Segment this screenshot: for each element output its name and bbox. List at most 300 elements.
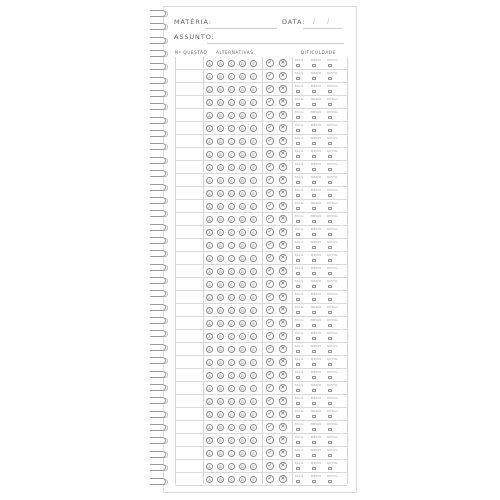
option-d-bubble[interactable]: D bbox=[239, 60, 246, 67]
correct-check-icon[interactable]: ✓ bbox=[267, 125, 273, 132]
option-c-bubble[interactable]: C bbox=[228, 320, 235, 327]
option-a-bubble[interactable]: A bbox=[206, 73, 213, 80]
difficulty-checkbox[interactable] bbox=[296, 246, 300, 250]
option-b-bubble[interactable]: B bbox=[217, 138, 224, 145]
option-a-bubble[interactable]: A bbox=[206, 177, 213, 184]
option-e-bubble[interactable]: E bbox=[250, 307, 257, 314]
wrong-x-icon[interactable]: ✕ bbox=[280, 164, 286, 171]
difficulty-checkbox[interactable] bbox=[328, 259, 332, 263]
difficulty-checkbox[interactable] bbox=[296, 220, 300, 224]
option-d-bubble[interactable]: D bbox=[239, 229, 246, 236]
option-c-bubble[interactable]: C bbox=[228, 424, 235, 431]
difficulty-checkbox[interactable] bbox=[328, 220, 332, 224]
option-a-bubble[interactable]: A bbox=[206, 86, 213, 93]
option-b-bubble[interactable]: B bbox=[217, 151, 224, 158]
option-d-bubble[interactable]: D bbox=[239, 385, 246, 392]
topic-field[interactable] bbox=[207, 43, 344, 44]
option-b-bubble[interactable]: B bbox=[217, 307, 224, 314]
option-b-bubble[interactable]: B bbox=[217, 333, 224, 340]
option-a-bubble[interactable]: A bbox=[206, 437, 213, 444]
option-a-bubble[interactable]: A bbox=[206, 411, 213, 418]
option-d-bubble[interactable]: D bbox=[239, 476, 246, 483]
option-d-bubble[interactable]: D bbox=[239, 164, 246, 171]
option-d-bubble[interactable]: D bbox=[239, 450, 246, 457]
option-c-bubble[interactable]: C bbox=[228, 125, 235, 132]
option-a-bubble[interactable]: A bbox=[206, 60, 213, 67]
correct-check-icon[interactable]: ✓ bbox=[267, 476, 273, 483]
option-c-bubble[interactable]: C bbox=[228, 268, 235, 275]
option-b-bubble[interactable]: B bbox=[217, 164, 224, 171]
option-c-bubble[interactable]: C bbox=[228, 216, 235, 223]
correct-check-icon[interactable]: ✓ bbox=[267, 463, 273, 470]
option-a-bubble[interactable]: A bbox=[206, 112, 213, 119]
difficulty-checkbox[interactable] bbox=[328, 77, 332, 81]
wrong-x-icon[interactable]: ✕ bbox=[280, 398, 286, 405]
option-d-bubble[interactable]: D bbox=[239, 307, 246, 314]
correct-check-icon[interactable]: ✓ bbox=[267, 281, 273, 288]
difficulty-checkbox[interactable] bbox=[312, 298, 316, 302]
difficulty-checkbox[interactable] bbox=[328, 90, 332, 94]
difficulty-checkbox[interactable] bbox=[312, 259, 316, 263]
difficulty-checkbox[interactable] bbox=[296, 168, 300, 172]
difficulty-checkbox[interactable] bbox=[312, 233, 316, 237]
option-c-bubble[interactable]: C bbox=[228, 190, 235, 197]
option-a-bubble[interactable]: A bbox=[206, 268, 213, 275]
option-d-bubble[interactable]: D bbox=[239, 112, 246, 119]
wrong-x-icon[interactable]: ✕ bbox=[280, 476, 286, 483]
option-e-bubble[interactable]: E bbox=[250, 346, 257, 353]
option-a-bubble[interactable]: A bbox=[206, 164, 213, 171]
option-e-bubble[interactable]: E bbox=[250, 450, 257, 457]
option-e-bubble[interactable]: E bbox=[250, 203, 257, 210]
option-e-bubble[interactable]: E bbox=[250, 99, 257, 106]
difficulty-checkbox[interactable] bbox=[328, 324, 332, 328]
correct-check-icon[interactable]: ✓ bbox=[267, 346, 273, 353]
difficulty-checkbox[interactable] bbox=[312, 337, 316, 341]
option-a-bubble[interactable]: A bbox=[206, 372, 213, 379]
wrong-x-icon[interactable]: ✕ bbox=[280, 463, 286, 470]
wrong-x-icon[interactable]: ✕ bbox=[280, 229, 286, 236]
option-b-bubble[interactable]: B bbox=[217, 385, 224, 392]
option-b-bubble[interactable]: B bbox=[217, 112, 224, 119]
difficulty-checkbox[interactable] bbox=[296, 233, 300, 237]
wrong-x-icon[interactable]: ✕ bbox=[280, 86, 286, 93]
option-d-bubble[interactable]: D bbox=[239, 73, 246, 80]
option-b-bubble[interactable]: B bbox=[217, 190, 224, 197]
option-a-bubble[interactable]: A bbox=[206, 242, 213, 249]
correct-check-icon[interactable]: ✓ bbox=[267, 112, 273, 119]
option-b-bubble[interactable]: B bbox=[217, 216, 224, 223]
option-e-bubble[interactable]: E bbox=[250, 476, 257, 483]
difficulty-checkbox[interactable] bbox=[296, 467, 300, 471]
difficulty-checkbox[interactable] bbox=[312, 363, 316, 367]
option-e-bubble[interactable]: E bbox=[250, 398, 257, 405]
difficulty-checkbox[interactable] bbox=[312, 194, 316, 198]
difficulty-checkbox[interactable] bbox=[312, 64, 316, 68]
difficulty-checkbox[interactable] bbox=[296, 350, 300, 354]
difficulty-checkbox[interactable] bbox=[296, 363, 300, 367]
option-b-bubble[interactable]: B bbox=[217, 294, 224, 301]
option-d-bubble[interactable]: D bbox=[239, 333, 246, 340]
option-a-bubble[interactable]: A bbox=[206, 294, 213, 301]
option-a-bubble[interactable]: A bbox=[206, 385, 213, 392]
difficulty-checkbox[interactable] bbox=[296, 194, 300, 198]
difficulty-checkbox[interactable] bbox=[312, 428, 316, 432]
difficulty-checkbox[interactable] bbox=[312, 285, 316, 289]
difficulty-checkbox[interactable] bbox=[328, 272, 332, 276]
wrong-x-icon[interactable]: ✕ bbox=[280, 320, 286, 327]
difficulty-checkbox[interactable] bbox=[296, 285, 300, 289]
wrong-x-icon[interactable]: ✕ bbox=[280, 333, 286, 340]
difficulty-checkbox[interactable] bbox=[296, 415, 300, 419]
option-e-bubble[interactable]: E bbox=[250, 437, 257, 444]
option-d-bubble[interactable]: D bbox=[239, 86, 246, 93]
option-e-bubble[interactable]: E bbox=[250, 164, 257, 171]
option-e-bubble[interactable]: E bbox=[250, 86, 257, 93]
difficulty-checkbox[interactable] bbox=[312, 220, 316, 224]
correct-check-icon[interactable]: ✓ bbox=[267, 138, 273, 145]
option-d-bubble[interactable]: D bbox=[239, 411, 246, 418]
option-e-bubble[interactable]: E bbox=[250, 372, 257, 379]
wrong-x-icon[interactable]: ✕ bbox=[280, 125, 286, 132]
difficulty-checkbox[interactable] bbox=[328, 207, 332, 211]
difficulty-checkbox[interactable] bbox=[296, 454, 300, 458]
option-b-bubble[interactable]: B bbox=[217, 398, 224, 405]
wrong-x-icon[interactable]: ✕ bbox=[280, 73, 286, 80]
correct-check-icon[interactable]: ✓ bbox=[267, 190, 273, 197]
difficulty-checkbox[interactable] bbox=[296, 311, 300, 315]
correct-check-icon[interactable]: ✓ bbox=[267, 164, 273, 171]
difficulty-checkbox[interactable] bbox=[312, 311, 316, 315]
option-b-bubble[interactable]: B bbox=[217, 268, 224, 275]
correct-check-icon[interactable]: ✓ bbox=[267, 411, 273, 418]
option-d-bubble[interactable]: D bbox=[239, 372, 246, 379]
option-a-bubble[interactable]: A bbox=[206, 463, 213, 470]
option-e-bubble[interactable]: E bbox=[250, 112, 257, 119]
difficulty-checkbox[interactable] bbox=[312, 207, 316, 211]
option-a-bubble[interactable]: A bbox=[206, 346, 213, 353]
option-d-bubble[interactable]: D bbox=[239, 99, 246, 106]
difficulty-checkbox[interactable] bbox=[312, 142, 316, 146]
option-e-bubble[interactable]: E bbox=[250, 333, 257, 340]
difficulty-checkbox[interactable] bbox=[296, 259, 300, 263]
wrong-x-icon[interactable]: ✕ bbox=[280, 138, 286, 145]
option-e-bubble[interactable]: E bbox=[250, 411, 257, 418]
option-e-bubble[interactable]: E bbox=[250, 359, 257, 366]
option-b-bubble[interactable]: B bbox=[217, 177, 224, 184]
option-b-bubble[interactable]: B bbox=[217, 359, 224, 366]
wrong-x-icon[interactable]: ✕ bbox=[280, 177, 286, 184]
option-d-bubble[interactable]: D bbox=[239, 138, 246, 145]
difficulty-checkbox[interactable] bbox=[328, 428, 332, 432]
difficulty-checkbox[interactable] bbox=[328, 246, 332, 250]
option-d-bubble[interactable]: D bbox=[239, 398, 246, 405]
option-e-bubble[interactable]: E bbox=[250, 463, 257, 470]
correct-check-icon[interactable]: ✓ bbox=[267, 437, 273, 444]
correct-check-icon[interactable]: ✓ bbox=[267, 385, 273, 392]
difficulty-checkbox[interactable] bbox=[296, 129, 300, 133]
wrong-x-icon[interactable]: ✕ bbox=[280, 255, 286, 262]
option-e-bubble[interactable]: E bbox=[250, 73, 257, 80]
option-e-bubble[interactable]: E bbox=[250, 190, 257, 197]
correct-check-icon[interactable]: ✓ bbox=[267, 177, 273, 184]
option-c-bubble[interactable]: C bbox=[228, 333, 235, 340]
correct-check-icon[interactable]: ✓ bbox=[267, 216, 273, 223]
wrong-x-icon[interactable]: ✕ bbox=[280, 203, 286, 210]
difficulty-checkbox[interactable] bbox=[312, 454, 316, 458]
difficulty-checkbox[interactable] bbox=[328, 337, 332, 341]
wrong-x-icon[interactable]: ✕ bbox=[280, 294, 286, 301]
option-e-bubble[interactable]: E bbox=[250, 151, 257, 158]
correct-check-icon[interactable]: ✓ bbox=[267, 86, 273, 93]
option-e-bubble[interactable]: E bbox=[250, 281, 257, 288]
difficulty-checkbox[interactable] bbox=[312, 324, 316, 328]
option-e-bubble[interactable]: E bbox=[250, 385, 257, 392]
option-a-bubble[interactable]: A bbox=[206, 359, 213, 366]
difficulty-checkbox[interactable] bbox=[328, 285, 332, 289]
correct-check-icon[interactable]: ✓ bbox=[267, 99, 273, 106]
option-d-bubble[interactable]: D bbox=[239, 242, 246, 249]
wrong-x-icon[interactable]: ✕ bbox=[280, 346, 286, 353]
difficulty-checkbox[interactable] bbox=[312, 155, 316, 159]
option-e-bubble[interactable]: E bbox=[250, 294, 257, 301]
option-b-bubble[interactable]: B bbox=[217, 320, 224, 327]
option-e-bubble[interactable]: E bbox=[250, 177, 257, 184]
option-d-bubble[interactable]: D bbox=[239, 125, 246, 132]
difficulty-checkbox[interactable] bbox=[296, 480, 300, 484]
difficulty-checkbox[interactable] bbox=[296, 181, 300, 185]
difficulty-checkbox[interactable] bbox=[296, 116, 300, 120]
option-d-bubble[interactable]: D bbox=[239, 268, 246, 275]
option-b-bubble[interactable]: B bbox=[217, 346, 224, 353]
wrong-x-icon[interactable]: ✕ bbox=[280, 307, 286, 314]
option-d-bubble[interactable]: D bbox=[239, 216, 246, 223]
option-b-bubble[interactable]: B bbox=[217, 463, 224, 470]
difficulty-checkbox[interactable] bbox=[328, 467, 332, 471]
option-d-bubble[interactable]: D bbox=[239, 437, 246, 444]
option-e-bubble[interactable]: E bbox=[250, 255, 257, 262]
option-d-bubble[interactable]: D bbox=[239, 281, 246, 288]
option-a-bubble[interactable]: A bbox=[206, 138, 213, 145]
correct-check-icon[interactable]: ✓ bbox=[267, 372, 273, 379]
difficulty-checkbox[interactable] bbox=[328, 298, 332, 302]
wrong-x-icon[interactable]: ✕ bbox=[280, 411, 286, 418]
option-c-bubble[interactable]: C bbox=[228, 99, 235, 106]
difficulty-checkbox[interactable] bbox=[312, 168, 316, 172]
difficulty-checkbox[interactable] bbox=[328, 194, 332, 198]
wrong-x-icon[interactable]: ✕ bbox=[280, 151, 286, 158]
wrong-x-icon[interactable]: ✕ bbox=[280, 60, 286, 67]
difficulty-checkbox[interactable] bbox=[328, 402, 332, 406]
difficulty-checkbox[interactable] bbox=[296, 298, 300, 302]
correct-check-icon[interactable]: ✓ bbox=[267, 333, 273, 340]
difficulty-checkbox[interactable] bbox=[328, 363, 332, 367]
option-a-bubble[interactable]: A bbox=[206, 255, 213, 262]
date-field[interactable] bbox=[303, 28, 343, 29]
difficulty-checkbox[interactable] bbox=[312, 272, 316, 276]
difficulty-checkbox[interactable] bbox=[312, 90, 316, 94]
option-c-bubble[interactable]: C bbox=[228, 307, 235, 314]
wrong-x-icon[interactable]: ✕ bbox=[280, 385, 286, 392]
difficulty-checkbox[interactable] bbox=[296, 77, 300, 81]
option-a-bubble[interactable]: A bbox=[206, 281, 213, 288]
option-d-bubble[interactable]: D bbox=[239, 190, 246, 197]
difficulty-checkbox[interactable] bbox=[296, 376, 300, 380]
option-c-bubble[interactable]: C bbox=[228, 164, 235, 171]
difficulty-checkbox[interactable] bbox=[312, 77, 316, 81]
difficulty-checkbox[interactable] bbox=[328, 155, 332, 159]
difficulty-checkbox[interactable] bbox=[328, 142, 332, 146]
difficulty-checkbox[interactable] bbox=[312, 467, 316, 471]
option-c-bubble[interactable]: C bbox=[228, 398, 235, 405]
option-d-bubble[interactable]: D bbox=[239, 320, 246, 327]
option-e-bubble[interactable]: E bbox=[250, 424, 257, 431]
option-a-bubble[interactable]: A bbox=[206, 229, 213, 236]
option-e-bubble[interactable]: E bbox=[250, 229, 257, 236]
option-c-bubble[interactable]: C bbox=[228, 255, 235, 262]
correct-check-icon[interactable]: ✓ bbox=[267, 398, 273, 405]
wrong-x-icon[interactable]: ✕ bbox=[280, 216, 286, 223]
option-b-bubble[interactable]: B bbox=[217, 125, 224, 132]
option-a-bubble[interactable]: A bbox=[206, 320, 213, 327]
difficulty-checkbox[interactable] bbox=[296, 272, 300, 276]
option-b-bubble[interactable]: B bbox=[217, 372, 224, 379]
option-c-bubble[interactable]: C bbox=[228, 294, 235, 301]
option-a-bubble[interactable]: A bbox=[206, 476, 213, 483]
difficulty-checkbox[interactable] bbox=[296, 324, 300, 328]
difficulty-checkbox[interactable] bbox=[312, 441, 316, 445]
option-d-bubble[interactable]: D bbox=[239, 346, 246, 353]
option-a-bubble[interactable]: A bbox=[206, 333, 213, 340]
option-c-bubble[interactable]: C bbox=[228, 73, 235, 80]
correct-check-icon[interactable]: ✓ bbox=[267, 359, 273, 366]
difficulty-checkbox[interactable] bbox=[312, 415, 316, 419]
option-b-bubble[interactable]: B bbox=[217, 476, 224, 483]
option-c-bubble[interactable]: C bbox=[228, 463, 235, 470]
difficulty-checkbox[interactable] bbox=[328, 454, 332, 458]
difficulty-checkbox[interactable] bbox=[296, 142, 300, 146]
difficulty-checkbox[interactable] bbox=[296, 428, 300, 432]
option-c-bubble[interactable]: C bbox=[228, 346, 235, 353]
correct-check-icon[interactable]: ✓ bbox=[267, 268, 273, 275]
correct-check-icon[interactable]: ✓ bbox=[267, 229, 273, 236]
wrong-x-icon[interactable]: ✕ bbox=[280, 281, 286, 288]
correct-check-icon[interactable]: ✓ bbox=[267, 73, 273, 80]
difficulty-checkbox[interactable] bbox=[312, 350, 316, 354]
difficulty-checkbox[interactable] bbox=[328, 129, 332, 133]
option-b-bubble[interactable]: B bbox=[217, 450, 224, 457]
difficulty-checkbox[interactable] bbox=[328, 311, 332, 315]
option-c-bubble[interactable]: C bbox=[228, 242, 235, 249]
difficulty-checkbox[interactable] bbox=[312, 129, 316, 133]
option-c-bubble[interactable]: C bbox=[228, 151, 235, 158]
wrong-x-icon[interactable]: ✕ bbox=[280, 450, 286, 457]
wrong-x-icon[interactable]: ✕ bbox=[280, 424, 286, 431]
option-b-bubble[interactable]: B bbox=[217, 255, 224, 262]
option-d-bubble[interactable]: D bbox=[239, 255, 246, 262]
option-b-bubble[interactable]: B bbox=[217, 424, 224, 431]
option-b-bubble[interactable]: B bbox=[217, 60, 224, 67]
correct-check-icon[interactable]: ✓ bbox=[267, 151, 273, 158]
correct-check-icon[interactable]: ✓ bbox=[267, 60, 273, 67]
option-e-bubble[interactable]: E bbox=[250, 138, 257, 145]
difficulty-checkbox[interactable] bbox=[296, 90, 300, 94]
wrong-x-icon[interactable]: ✕ bbox=[280, 242, 286, 249]
option-a-bubble[interactable]: A bbox=[206, 424, 213, 431]
option-a-bubble[interactable]: A bbox=[206, 151, 213, 158]
correct-check-icon[interactable]: ✓ bbox=[267, 450, 273, 457]
option-c-bubble[interactable]: C bbox=[228, 372, 235, 379]
option-a-bubble[interactable]: A bbox=[206, 307, 213, 314]
option-c-bubble[interactable]: C bbox=[228, 86, 235, 93]
option-c-bubble[interactable]: C bbox=[228, 359, 235, 366]
option-d-bubble[interactable]: D bbox=[239, 424, 246, 431]
difficulty-checkbox[interactable] bbox=[328, 376, 332, 380]
correct-check-icon[interactable]: ✓ bbox=[267, 294, 273, 301]
option-e-bubble[interactable]: E bbox=[250, 60, 257, 67]
option-c-bubble[interactable]: C bbox=[228, 385, 235, 392]
difficulty-checkbox[interactable] bbox=[328, 181, 332, 185]
wrong-x-icon[interactable]: ✕ bbox=[280, 359, 286, 366]
option-c-bubble[interactable]: C bbox=[228, 203, 235, 210]
correct-check-icon[interactable]: ✓ bbox=[267, 203, 273, 210]
difficulty-checkbox[interactable] bbox=[312, 389, 316, 393]
difficulty-checkbox[interactable] bbox=[328, 389, 332, 393]
option-c-bubble[interactable]: C bbox=[228, 437, 235, 444]
option-b-bubble[interactable]: B bbox=[217, 229, 224, 236]
correct-check-icon[interactable]: ✓ bbox=[267, 307, 273, 314]
option-b-bubble[interactable]: B bbox=[217, 203, 224, 210]
wrong-x-icon[interactable]: ✕ bbox=[280, 268, 286, 275]
option-c-bubble[interactable]: C bbox=[228, 60, 235, 67]
wrong-x-icon[interactable]: ✕ bbox=[280, 99, 286, 106]
option-e-bubble[interactable]: E bbox=[250, 268, 257, 275]
option-e-bubble[interactable]: E bbox=[250, 216, 257, 223]
option-d-bubble[interactable]: D bbox=[239, 463, 246, 470]
option-a-bubble[interactable]: A bbox=[206, 203, 213, 210]
difficulty-checkbox[interactable] bbox=[296, 155, 300, 159]
option-d-bubble[interactable]: D bbox=[239, 151, 246, 158]
difficulty-checkbox[interactable] bbox=[296, 64, 300, 68]
option-e-bubble[interactable]: E bbox=[250, 320, 257, 327]
option-b-bubble[interactable]: B bbox=[217, 281, 224, 288]
option-c-bubble[interactable]: C bbox=[228, 411, 235, 418]
difficulty-checkbox[interactable] bbox=[296, 441, 300, 445]
difficulty-checkbox[interactable] bbox=[312, 181, 316, 185]
difficulty-checkbox[interactable] bbox=[328, 168, 332, 172]
subject-field[interactable] bbox=[205, 28, 277, 29]
difficulty-checkbox[interactable] bbox=[328, 116, 332, 120]
option-c-bubble[interactable]: C bbox=[228, 177, 235, 184]
difficulty-checkbox[interactable] bbox=[296, 337, 300, 341]
option-e-bubble[interactable]: E bbox=[250, 242, 257, 249]
correct-check-icon[interactable]: ✓ bbox=[267, 424, 273, 431]
option-c-bubble[interactable]: C bbox=[228, 138, 235, 145]
difficulty-checkbox[interactable] bbox=[312, 116, 316, 120]
option-d-bubble[interactable]: D bbox=[239, 359, 246, 366]
option-a-bubble[interactable]: A bbox=[206, 99, 213, 106]
difficulty-checkbox[interactable] bbox=[312, 103, 316, 107]
option-b-bubble[interactable]: B bbox=[217, 86, 224, 93]
option-c-bubble[interactable]: C bbox=[228, 229, 235, 236]
option-c-bubble[interactable]: C bbox=[228, 281, 235, 288]
difficulty-checkbox[interactable] bbox=[312, 376, 316, 380]
option-e-bubble[interactable]: E bbox=[250, 125, 257, 132]
option-c-bubble[interactable]: C bbox=[228, 450, 235, 457]
difficulty-checkbox[interactable] bbox=[296, 402, 300, 406]
difficulty-checkbox[interactable] bbox=[312, 246, 316, 250]
difficulty-checkbox[interactable] bbox=[328, 64, 332, 68]
